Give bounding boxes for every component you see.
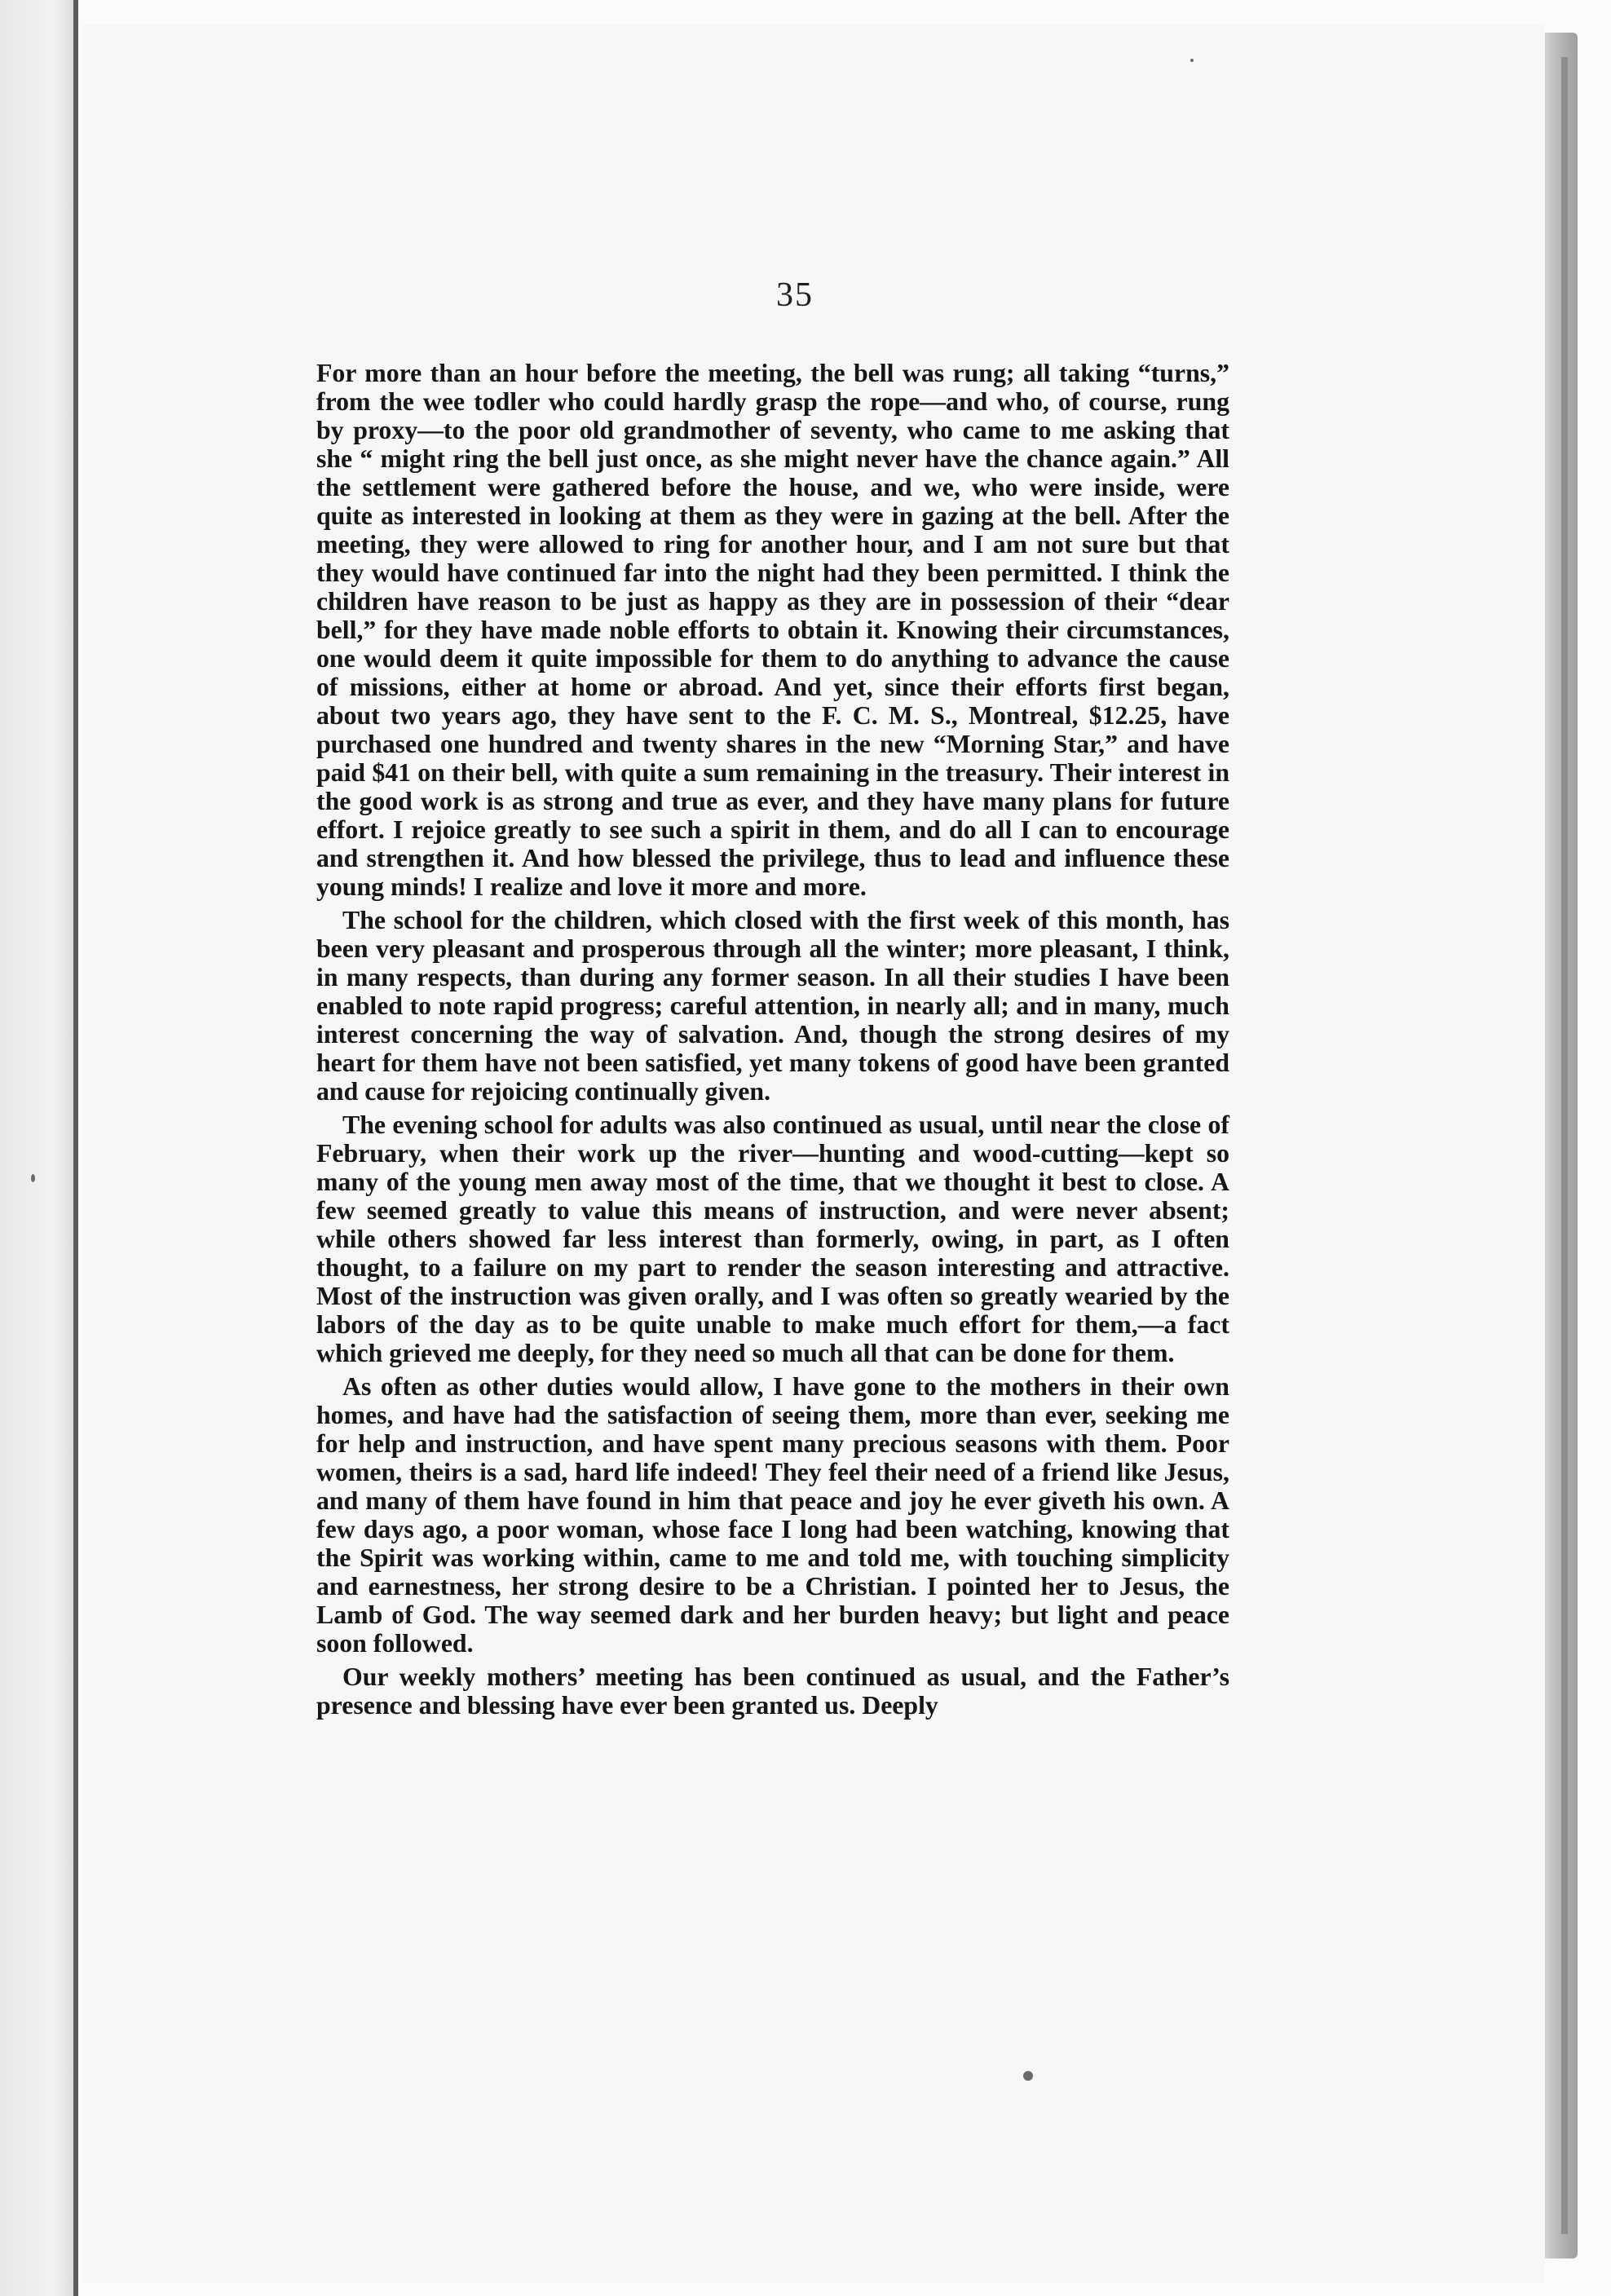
paragraph-5: Our weekly mothers’ meeting has been continued as usual, and the Father’s presence and blessing have ever been granted us. Deeply [316, 1662, 1229, 1720]
paragraph-4: As often as other duties would allow, I have gone to the mothers in their own homes, and have had the satisfaction of seeing them, more than ever, seeking me for help and instruction, and have spent many precious seasons with them. Poor women, theirs is a sad, hard life indeed! They feel their need of a friend like Jesus, and many of them have found in him that peace and joy he ever giveth his own. A few days ago, a poor woman, whose face I long had been watching, knowing that the Spirit was working within, came to me and told me, with touching simplicity and earnestness, her strong desire to be a Christian. I pointed her to Jesus, the Lamb of God. The way seemed dark and her burden heavy; but light and peace soon followed. [316, 1372, 1229, 1658]
paragraph-2: The school for the children, which closed with the first week of this month, has been very pleasant and prosperous through all the winter; more pleasant, I think, in many respects, than during any former season. In all their studies I have been enabled to note rapid progress; careful attention, in nearly all; and in many, much interest concerning the way of salvation. And, though the strong desires of my heart for them have not been satisfied, yet many tokens of good have been granted and cause for rejoicing continually given. [316, 906, 1229, 1106]
paragraph-3: The evening school for adults was also continued as usual, until near the close of February, when their work up the river—hunting and wood-cutting—kept so many of the young men away most of the time, that we thought it best to close. A few seemed greatly to value this means of instruction, and were never absent; while others showed far less interest than formerly, owing, in part, as I often thought, to a failure on my part to render the season interesting and attractive. Most of the instruction was given orally, and I was often so greatly wearied by the labors of the day as to be quite unable to make much effort for them,—a fact which grieved me deeply, for they need so much all that can be done for them. [316, 1110, 1229, 1367]
page-stack-shadow [1561, 57, 1568, 2234]
speck [1190, 59, 1194, 62]
paragraph-1: For more than an hour before the meeting, the bell was rung; all taking “turns,” from the wee todler who could hardly grasp the rope—and who, of course, rung by proxy—to the poor old grandmother of seventy, who came to me asking that she “ might ring the bell just once, as she might never have the chance again.” All the settlement were gathered before the house, and we, who were inside, were quite as interested in looking at them as they were in gazing at the bell. After the meeting, they were allowed to ring for another hour, and I am not sure but that they would have continued far into the night had they been permitted. I think the children have reason to be just as happy as they are in possession of their “dear bell,” for they have made noble efforts to obtain it. Knowing their circumstances, one would deem it quite impossible for them to do anything to advance the cause of missions, either at home or abroad. And yet, since their efforts first began, about two years ago, they have sent to the F. C. M. S., Montreal, $12.25, have purchased one hundred and twenty shares in the new “Morning Star,” and have paid $41 on their bell, with quite a sum remaining in the treasury. Their interest in the good work is as strong and true as ever, and they have many plans for future effort. I rejoice greatly to see such a spirit in them, and do all I can to encourage and strengthen it. And how blessed the privilege, thus to lead and influence these young minds! I realize and love it more and more. [316, 359, 1229, 901]
page-number: 35 [776, 276, 814, 314]
page-stack-edge [1541, 33, 1578, 2258]
speck [31, 1174, 35, 1182]
body-text [316, 359, 1229, 1724]
speck [1023, 2071, 1033, 2081]
adjacent-page-edge [0, 0, 77, 2296]
binding-line [73, 0, 78, 2296]
